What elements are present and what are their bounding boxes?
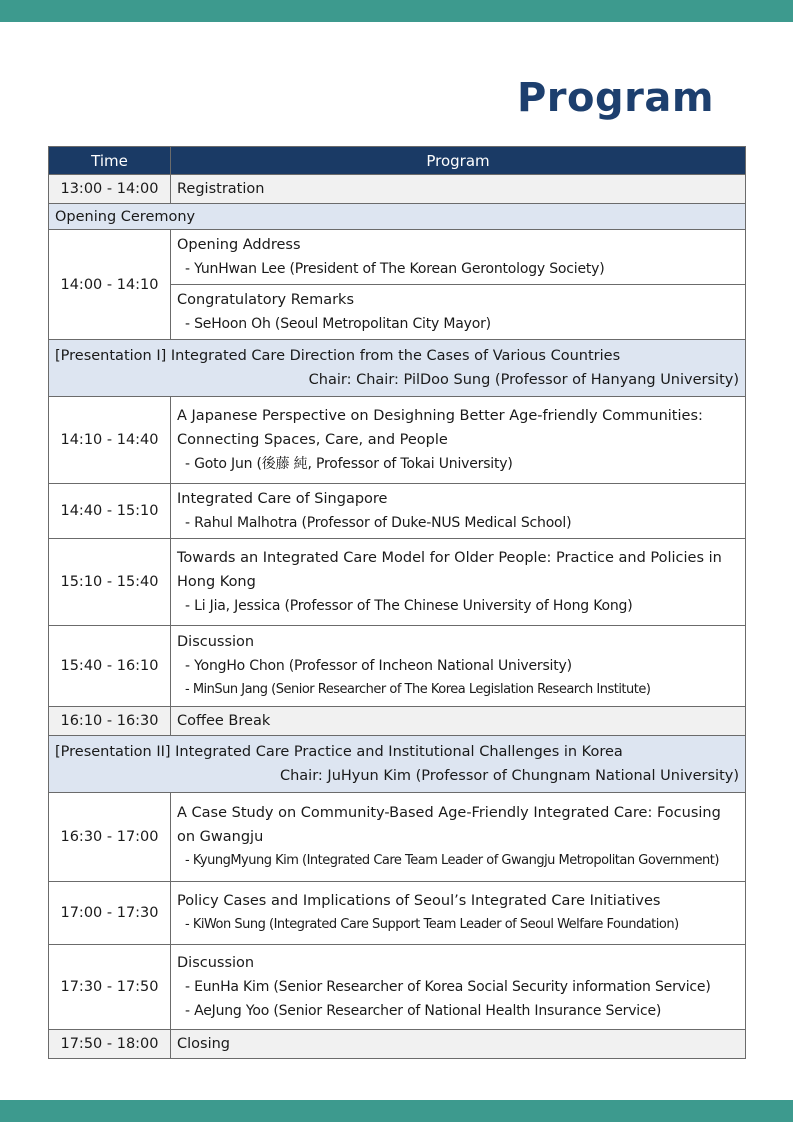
- session-speaker: - Rahul Malhotra (Professor of Duke-NUS Medical School): [185, 515, 572, 531]
- session-item: [171, 484, 746, 539]
- top-accent-band: [0, 0, 793, 22]
- session-title: Discussion: [177, 634, 255, 650]
- session-speaker: - SeHoon Oh (Seoul Metropolitan City Mayor): [185, 316, 491, 332]
- table-header-row: [49, 147, 746, 175]
- session-time: 16:10 - 16:30: [49, 707, 171, 736]
- session-speaker: - EunHa Kim (Senior Researcher of Korea Social Security information Service): [185, 979, 711, 995]
- session-title: Closing: [171, 1030, 746, 1059]
- session-speaker: - Li Jia, Jessica (Professor of The Chinese University of Hong Kong): [185, 598, 633, 614]
- table-row: [49, 397, 746, 484]
- session-item: [171, 397, 746, 484]
- page-title: Program: [516, 75, 714, 121]
- session-title: Integrated Care of Singapore: [177, 491, 388, 507]
- session-title: Discussion: [177, 955, 255, 971]
- table-row: [49, 945, 746, 1030]
- table-row: [49, 230, 746, 285]
- program-table: [48, 146, 746, 1059]
- table-row: [49, 175, 746, 204]
- table-row: [49, 539, 746, 626]
- session-time: 14:10 - 14:40: [49, 397, 171, 484]
- session-time: 14:40 - 15:10: [49, 484, 171, 539]
- section-row: [49, 204, 746, 230]
- session-time: 17:50 - 18:00: [49, 1030, 171, 1059]
- session-speaker: - YunHwan Lee (President of The Korean Gerontology Society): [185, 261, 605, 277]
- table-row: [49, 793, 746, 882]
- session-item: [171, 882, 746, 945]
- header-program: Program: [171, 147, 746, 175]
- session-time: 15:40 - 16:10: [49, 626, 171, 707]
- session-time: 15:10 - 15:40: [49, 539, 171, 626]
- table-row: [49, 484, 746, 539]
- section-chair: Chair: JuHyun Kim (Professor of Chungnam National University): [279, 768, 739, 784]
- table-row: [49, 626, 746, 707]
- section-title: [Presentation II] Integrated Care Practice and Institutional Challenges in Korea: [55, 744, 623, 760]
- session-title: Congratulatory Remarks: [177, 292, 355, 308]
- session-title: Opening Address: [177, 237, 301, 253]
- session-item: [171, 230, 746, 285]
- session-speaker: - Goto Jun (後藤 純, Professor of Tokai University): [185, 456, 513, 472]
- session-speaker: - KyungMyung Kim (Integrated Care Team Leader of Gwangju Metropolitan Government): [185, 853, 719, 868]
- session-time: 14:00 - 14:10: [49, 230, 171, 340]
- section-title: Opening Ceremony: [49, 204, 746, 230]
- session-title: Policy Cases and Implications of Seoul’s Integrated Care Initiatives: [177, 893, 661, 909]
- session-title: Registration: [171, 175, 746, 204]
- session-time: 17:30 - 17:50: [49, 945, 171, 1030]
- session-title: Coffee Break: [171, 707, 746, 736]
- session-speaker: - YongHo Chon (Professor of Incheon National University): [185, 658, 572, 674]
- bottom-accent-band: [0, 1100, 793, 1122]
- section-chair: Chair: Chair: PilDoo Sung (Professor of Hanyang University): [308, 372, 739, 388]
- section-row: [49, 340, 746, 397]
- header-time: Time: [49, 147, 171, 175]
- section-title: [Presentation I] Integrated Care Direction from the Cases of Various Countries: [55, 348, 621, 364]
- session-speaker: - MinSun Jang (Senior Researcher of The Korea Legislation Research Institute): [185, 682, 651, 697]
- session-item: [171, 793, 746, 882]
- session-title: Towards an Integrated Care Model for Older People: Practice and Policies in: [177, 550, 722, 566]
- session-speaker: - AeJung Yoo (Senior Researcher of National Health Insurance Service): [185, 1003, 662, 1019]
- session-item: [171, 539, 746, 626]
- session-title: Connecting Spaces, Care, and People: [177, 432, 448, 448]
- session-item: [171, 285, 746, 340]
- session-title: on Gwangju: [177, 829, 264, 845]
- session-item: [171, 626, 746, 707]
- table-row: [49, 882, 746, 945]
- session-speaker: - KiWon Sung (Integrated Care Support Team Leader of Seoul Welfare Foundation): [185, 917, 679, 932]
- session-time: 16:30 - 17:00: [49, 793, 171, 882]
- session-title: A Case Study on Community-Based Age-Friendly Integrated Care: Focusing: [177, 805, 721, 821]
- session-title: Hong Kong: [177, 574, 256, 590]
- session-time: 17:00 - 17:30: [49, 882, 171, 945]
- section-cell: [49, 736, 746, 793]
- session-time: 13:00 - 14:00: [49, 175, 171, 204]
- section-row: [49, 736, 746, 793]
- session-item: [171, 945, 746, 1030]
- table-row: [49, 1030, 746, 1059]
- table-row: [49, 707, 746, 736]
- session-title: A Japanese Perspective on Desighning Better Age-friendly Communities:: [177, 408, 703, 424]
- section-cell: [49, 340, 746, 397]
